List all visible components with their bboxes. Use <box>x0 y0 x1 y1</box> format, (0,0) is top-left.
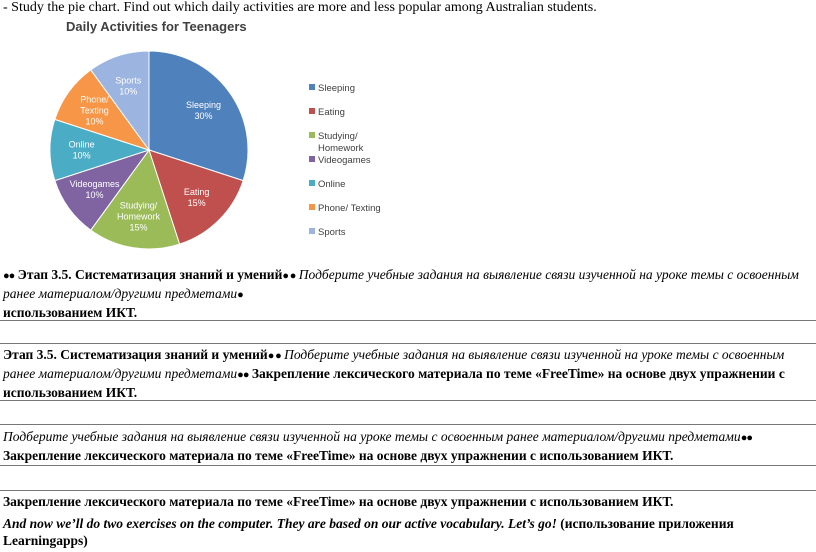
bullet-dots: ●● <box>740 432 752 444</box>
english-instruction: And now we’ll do two exercises on the computer. They are based on our active vocabulary. Let’s go! <box>3 516 557 531</box>
reinforcement-text: Закрепление лексического материала по теме «FreeTime» на основе двух упражнении с использованием ИКТ. <box>3 448 674 463</box>
divider <box>0 424 816 425</box>
legend-swatch <box>309 84 315 90</box>
instruction-text: - Study the pie chart. Find out which daily activities are more and less popular among Australian students. <box>3 0 597 15</box>
slice-label: Studying/ Homework 15% <box>116 200 160 233</box>
divider <box>0 320 816 321</box>
legend-label: Online <box>318 179 346 190</box>
stage-heading: Этап 3.5. Систематизация знаний и умений <box>3 347 268 362</box>
text-block-1 <box>3 266 815 321</box>
legend-label: Phone/ Texting <box>318 203 381 214</box>
bullet-dots: ● ● <box>282 270 296 282</box>
legend-swatch <box>309 132 315 138</box>
pie-chart <box>0 0 816 270</box>
ict-text: использованием ИКТ. <box>3 305 138 320</box>
slice-label: Phone/ Texting 10% <box>80 94 109 127</box>
legend-label: Videogames <box>318 155 371 166</box>
bullet-dots: ● ● <box>267 350 281 362</box>
legend-swatch <box>309 228 315 234</box>
text-block-2 <box>3 346 803 401</box>
slice-label: Sleeping 30% <box>185 99 221 121</box>
divider <box>0 465 816 466</box>
reinforcement-text: Закрепление лексического материала по теме «FreeTime» на основе двух упражнении с использованием ИКТ. <box>3 494 674 509</box>
slice-label: Online 10% <box>68 139 95 161</box>
legend-swatch <box>309 156 315 162</box>
divider <box>0 490 816 491</box>
slice-label: Videogames 10% <box>69 179 120 201</box>
slice-label: Eating 15% <box>183 187 210 209</box>
task-text: Подберите учебные задания на выявление связи изученной на уроке темы с освоенным ранее материалом/другими предметами <box>3 429 741 444</box>
legend-label: Sleeping <box>318 83 355 94</box>
legend-label: Sports <box>318 227 346 238</box>
bullet-dots: ●● <box>237 369 249 381</box>
bullet-dots: ●● <box>3 270 15 282</box>
legend-label: Studying/ Homework <box>318 131 364 154</box>
divider <box>0 400 816 401</box>
text-block-4 <box>3 493 808 510</box>
chart-title: Daily Activities for Teenagers <box>66 19 247 34</box>
task-text: Подберите учебные задания на выявление связи изученной на уроке темы с освоенным ранее материалом/другими предметами <box>3 347 785 381</box>
text-block-3 <box>3 428 793 464</box>
stage-heading: Этап 3.5. Систематизация знаний и умений <box>17 267 283 282</box>
legend-swatch <box>309 180 315 186</box>
text-block-5 <box>3 515 808 549</box>
legend-label: Eating <box>318 107 345 118</box>
bullet-dots: ● <box>237 289 243 301</box>
legend-swatch <box>309 204 315 210</box>
reinforcement-text: Закрепление лексического материала по теме «FreeTime» на основе двух упражнении с использованием ИКТ. <box>3 366 785 400</box>
divider <box>0 343 816 344</box>
legend-swatch <box>309 108 315 114</box>
task-text: Подберите учебные задания на выявление связи изученной на уроке темы с освоенным ранее материалом/другими предметами <box>3 267 799 301</box>
app-note: (использование приложения Learningapps) <box>3 516 734 548</box>
slice-label: Sports 10% <box>115 75 142 97</box>
